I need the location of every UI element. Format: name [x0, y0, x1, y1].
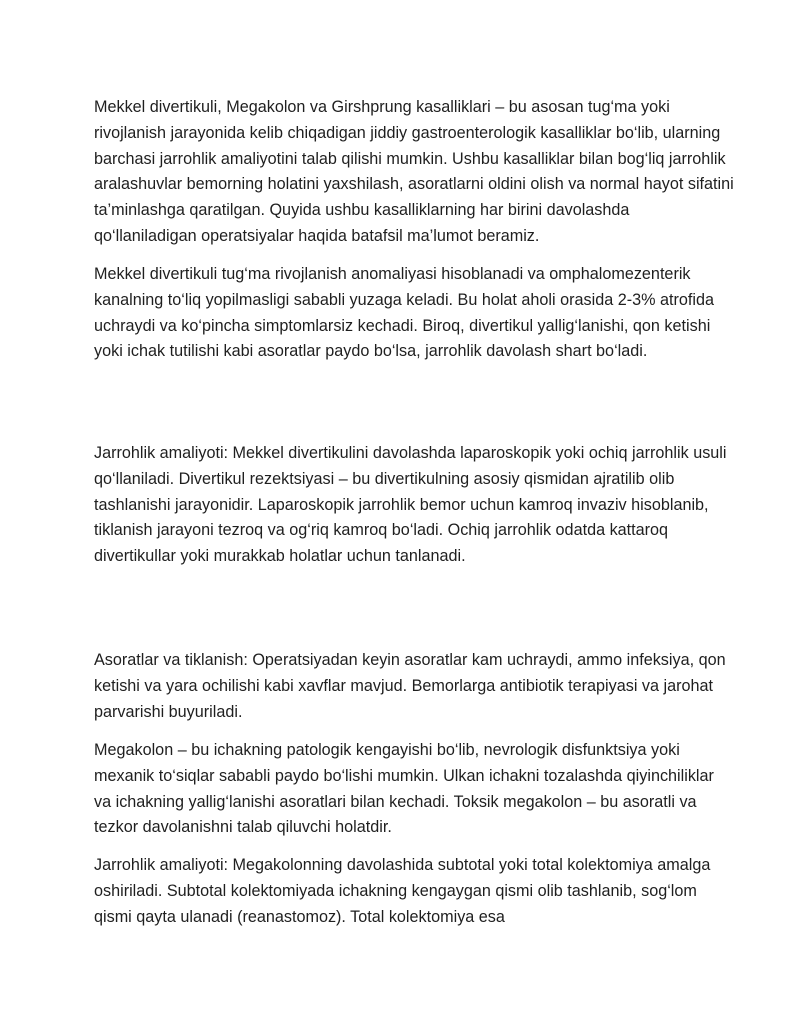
- paragraph-meckel-surgery: [94, 441, 734, 570]
- paragraph-text: Jarrohlik amaliyoti: Mekkel divertikulini davolashda laparoskopik yoki ochiq jarrohlik usuli qo‘llaniladi. Divertikul rezektsiyasi – bu divertikulning asosiy qismidan ajratilib olib tashlanishi jarayonidir. Laparoskopik jarrohlik bemor uchun kamroq invaziv hisoblanib, tiklanish jarayoni tezroq va og‘riq kamroq bo‘ladi. Ochiq jarrohlik odatda kattaroq divertikullar yoki murakkab holatlar uchun tanlanadi.: [94, 444, 727, 566]
- paragraph-text: Mekkel divertikuli tug‘ma rivojlanish anomaliyasi hisoblanadi va omphalomezenterik kanalning to‘liq yopilmasligi sababli yuzaga keladi. Bu holat aholi orasida 2-3% atrofida uchraydi va ko‘pincha simptomlarsiz kechadi. Biroq, divertikul yallig‘lanishi, qon ketishi yoki ichak tutilishi kabi asoratlar paydo bo‘lsa, jarrohlik davolash shart bo‘ladi.: [94, 265, 714, 361]
- paragraph-text: Asoratlar va tiklanish: Operatsiyadan keyin asoratlar kam uchraydi, ammo infeksiya, qon ketishi va yara ochilishi kabi xavflar mavjud. Bemorlarga antibiotik terapiyasi va jarohat parvarishi buyuriladi.: [94, 651, 726, 721]
- paragraph-complications: [94, 648, 734, 725]
- paragraph-meckel-description: [94, 262, 734, 365]
- paragraph-text: Mekkel divertikuli, Megakolon va Girshprung kasalliklari – bu asosan tug‘ma yoki rivojlanish jarayonida kelib chiqadigan jiddiy gastroenterologik kasalliklar bo‘lib, ularning barchasi jarrohlik amaliyotini talab qilishi mumkin. Ushbu kasalliklar bilan bog‘liq jarrohlik aralashuvlar bemorning holatini yaxshilash, asoratlarni oldini olish va normal hayot sifatini ta’minlashga qaratilgan. Quyida ushbu kasalliklarning har birini davolashda qo‘llaniladigan operatsiyalar haqida batafsil ma’lumot beramiz.: [94, 98, 734, 245]
- paragraph-text: Jarrohlik amaliyoti: Megakolonning davolashida subtotal yoki total kolektomiya amalga oshiriladi. Subtotal kolektomiyada ichakning kengaygan qismi olib tashlanib, sog‘lom qismi qayta ulanadi (reanastomoz). Total kolektomiya esa: [94, 856, 711, 926]
- paragraph-intro: [94, 95, 734, 250]
- paragraph-megacolon-surgery: [94, 853, 734, 930]
- paragraph-megacolon-description: [94, 738, 734, 841]
- paragraph-text: Megakolon – bu ichakning patologik kengayishi bo‘lib, nevrologik disfunktsiya yoki mexanik to‘siqlar sababli paydo bo‘lishi mumkin. Ulkan ichakni tozalashda qiyinchiliklar va ichakning yallig‘lanishi asoratlari bilan kechadi. Toksik megakolon – bu asoratli va tezkor davolanishni talab qiluvchi holatdir.: [94, 741, 714, 837]
